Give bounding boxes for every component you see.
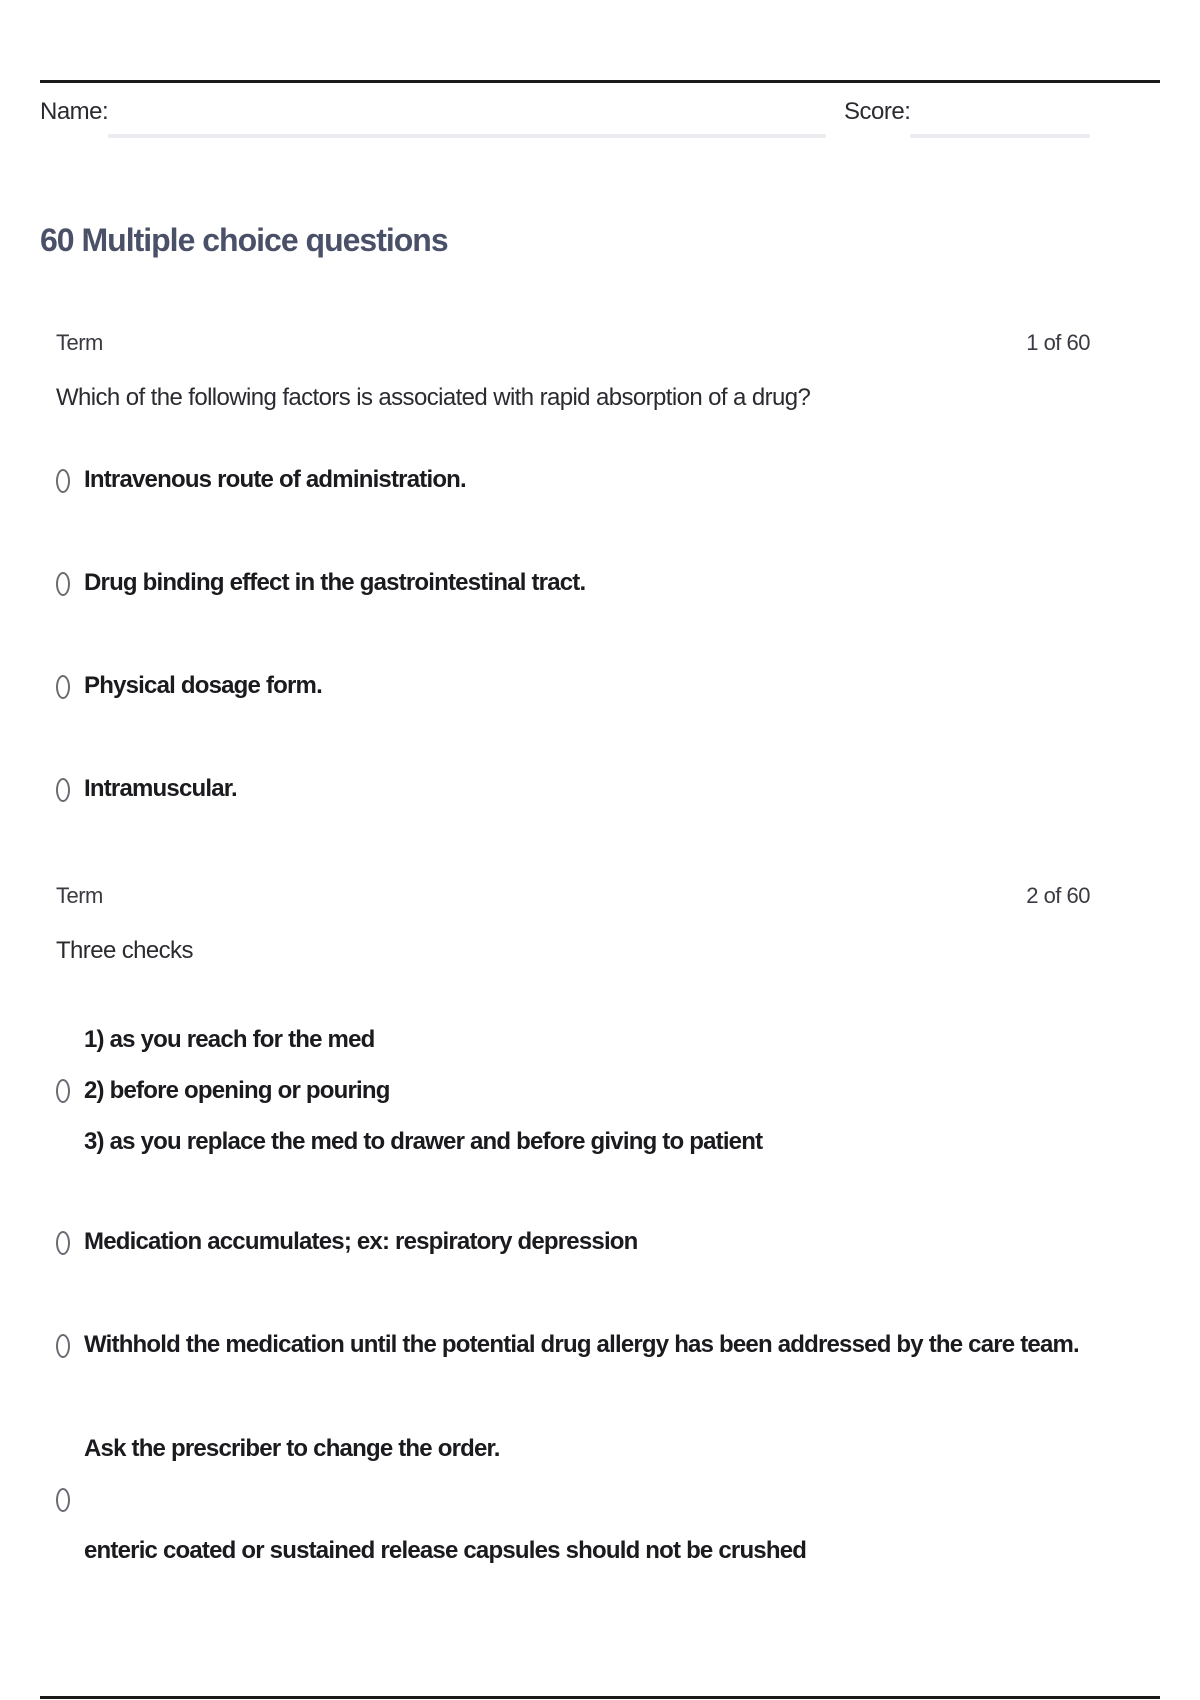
radio-circle-icon[interactable] — [56, 1334, 70, 1358]
radio-circle-icon[interactable] — [56, 1488, 70, 1512]
score-field[interactable] — [910, 134, 1090, 138]
option-label: Intramuscular. — [84, 775, 237, 802]
bottom-divider — [40, 1696, 1160, 1699]
option-label: Intravenous route of administration. — [84, 466, 466, 493]
option-label: Medication accumulates; ex: respiratory depression — [84, 1228, 638, 1255]
option-label: Drug binding effect in the gastrointestinal tract. — [84, 569, 586, 596]
term-label: Term — [56, 883, 103, 908]
option-line: enteric coated or sustained release capsules should not be crushed — [84, 1537, 807, 1564]
answer-option[interactable] — [56, 1025, 1056, 1178]
option-label — [84, 1434, 806, 1587]
top-divider — [40, 80, 1160, 83]
answer-option[interactable] — [56, 1434, 1056, 1587]
radio-circle-icon[interactable] — [56, 469, 70, 493]
answer-option[interactable] — [56, 672, 1056, 702]
answer-option[interactable] — [56, 775, 1056, 805]
option-line: 2) before opening or pouring — [84, 1077, 390, 1104]
name-field[interactable] — [108, 134, 826, 138]
section-title: 60 Multiple choice questions — [40, 222, 448, 258]
question-prompt: Which of the following factors is associated with rapid absorption of a drug? — [56, 384, 811, 411]
answer-option[interactable] — [56, 466, 1056, 496]
question-counter: 1 of 60 — [1026, 330, 1090, 355]
answer-option[interactable] — [56, 569, 1056, 599]
score-label: Score: — [844, 98, 911, 125]
option-line: 1) as you reach for the med — [84, 1026, 375, 1053]
question-prompt: Three checks — [56, 937, 193, 964]
option-label — [84, 1025, 762, 1178]
option-label: Withhold the medication until the potential drug allergy has been addressed by the care team. — [84, 1331, 1079, 1358]
option-label: Physical dosage form. — [84, 672, 322, 699]
radio-circle-icon[interactable] — [56, 1079, 70, 1103]
question-counter: 2 of 60 — [1026, 883, 1090, 908]
option-line: Ask the prescriber to change the order. — [84, 1435, 500, 1462]
worksheet-header — [40, 96, 1090, 146]
option-line: 3) as you replace the med to drawer and before giving to patient — [84, 1128, 763, 1155]
option-line — [84, 1485, 806, 1536]
term-label: Term — [56, 330, 103, 355]
answer-option[interactable] — [56, 1228, 1056, 1258]
radio-circle-icon[interactable] — [56, 572, 70, 596]
radio-circle-icon[interactable] — [56, 778, 70, 802]
radio-circle-icon[interactable] — [56, 675, 70, 699]
radio-circle-icon[interactable] — [56, 1231, 70, 1255]
answer-option[interactable] — [56, 1331, 1079, 1361]
name-label: Name: — [40, 98, 109, 125]
